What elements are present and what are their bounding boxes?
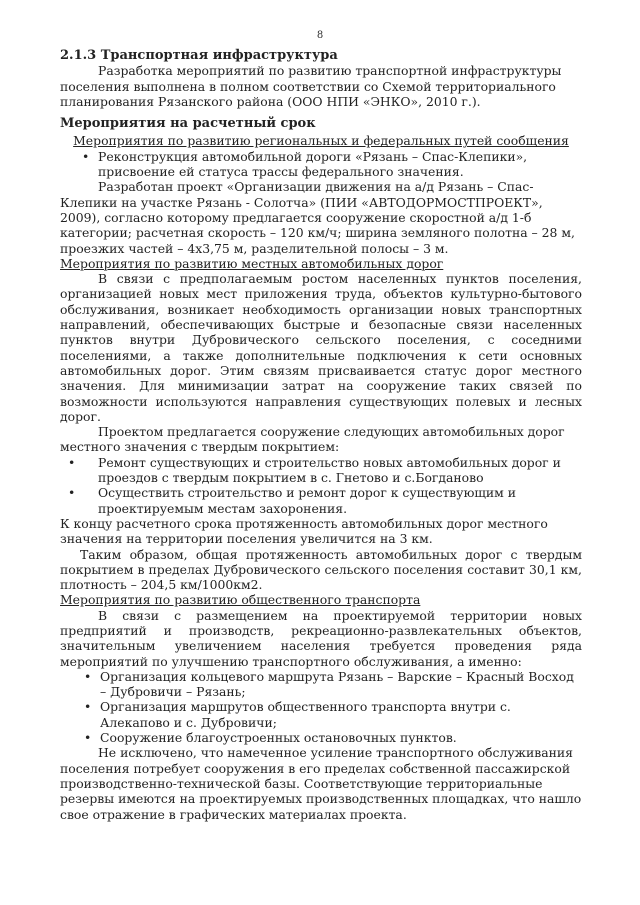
list-item <box>80 730 582 745</box>
subsection-title: Мероприятия на расчетный срок <box>60 116 316 132</box>
local-roads-paragraph: В связи с предполагаемым ростом населенных пунктов поселения, организацией новых мест приложения труда, объектов культурно-бытового обслуживания, возникает необходимость организации новых транспортных направлений, обеспечивающих быстрые и безопасные связи населенных пунктов внутри Дубровического сельского поселения, с соседними поселениями, а также дополнительные подключения к сети основных автомобильных дорог. Этим связям присваивается статус дорог местного значения. Для минимизации затрат на сооружение таких связей по возможности используются направления существующих полевых и лесных дорог. <box>60 271 582 424</box>
list-item <box>60 149 582 180</box>
list-item <box>60 455 582 486</box>
list-item <box>80 699 582 730</box>
regional-paragraph: Разработан проект «Организации движения на а/д Рязань – Спас-Клепики на участке Рязань - Солотча» (ПИИ «АВТОДОРМОСТПРОЕКТ», 2009), согласно которому предлагается сооружение скоростной а/д 1-б категории; расчетная скорость – 120 км/ч; ширина земляного полотна – 28 м, проезжих частей – 4х3,75 м, разделительной полосы – 3 м. <box>60 179 575 256</box>
list-item <box>80 669 582 700</box>
local-roads-paragraph: Проектом предлагается сооружение следующих автомобильных дорог местного значения с твердым покрытием: <box>60 424 565 455</box>
list-item-text: Ремонт существующих и строительство новых автомобильных дорог и проездов с твердым покрытием в с. Гнетово и с.Богданово <box>98 454 561 486</box>
page-content <box>60 48 582 822</box>
list-item-text: Реконструкция автомобильной дороги «Рязань – Спас-Клепики», присвоение ей статуса трассы федерального значения. <box>98 148 528 180</box>
regional-heading: Мероприятия по развитию региональных и федеральных путей сообщения <box>73 133 569 149</box>
public-transport-heading: Мероприятия по развитию общественного транспорта <box>60 592 421 608</box>
local-roads-heading: Мероприятия по развитию местных автомобильных дорог <box>60 255 444 271</box>
intro-paragraph: Разработка мероприятий по развитию транспортной инфраструктуры поселения выполнена в полном соответствии со Схемой территориального планирования Рязанского района (ООО НПИ «ЭНКО», 2010 г.). <box>60 63 562 109</box>
bullet-icon: • <box>82 148 90 164</box>
list-item-text: Сооружение благоустроенных остановочных пунктов. <box>100 730 457 746</box>
public-transport-paragraph: В связи с размещением на проектируемой территории новых предприятий и производств, рекреационно-развлекательных объектов, значительным увеличением населения требуется проведения ряда мероприятий по улучшению транспортного обслуживания, а именно: <box>60 607 582 669</box>
local-roads-paragraph: Таким образом, общая протяженность автомобильных дорог с твердым покрытием в пределах Дубровического сельского поселения составит 30,1 км, плотность – 204,5 км/1000км2. <box>60 546 582 593</box>
bullet-icon: • <box>68 485 76 501</box>
list-item-text: Осуществить строительство и ремонт дорог к существующим и проектируемым местам захоронения. <box>98 485 516 516</box>
section-title: 2.1.3 Транспортная инфраструктура <box>60 48 338 63</box>
page-number: 8 <box>316 30 324 41</box>
list-item-text: Организация маршрутов общественного транспорта внутри с. Алекапово и с. Дубровичи; <box>100 699 511 730</box>
bullet-icon: • <box>84 668 92 684</box>
bullet-icon: • <box>84 730 92 746</box>
public-transport-paragraph: Не исключено, что намеченное усиление транспортного обслуживания поселения потребует сооружения в его пределах собственной пассажирской производственно-технической базы. Соответствующие территориальные резервы имеются на проектируемых производственных площадках, что нашло свое отражение в графических материалах проекта. <box>60 745 582 822</box>
local-roads-paragraph: К концу расчетного срока протяженность автомобильных дорог местного значения на территории поселения увеличится на 3 км. <box>60 515 548 547</box>
list-item <box>60 485 582 516</box>
bullet-icon: • <box>68 454 76 470</box>
list-item-text: Организация кольцевого маршрута Рязань – Варские – Красный Восход – Дубровичи – Рязань; <box>100 668 574 700</box>
bullet-icon: • <box>84 699 92 715</box>
